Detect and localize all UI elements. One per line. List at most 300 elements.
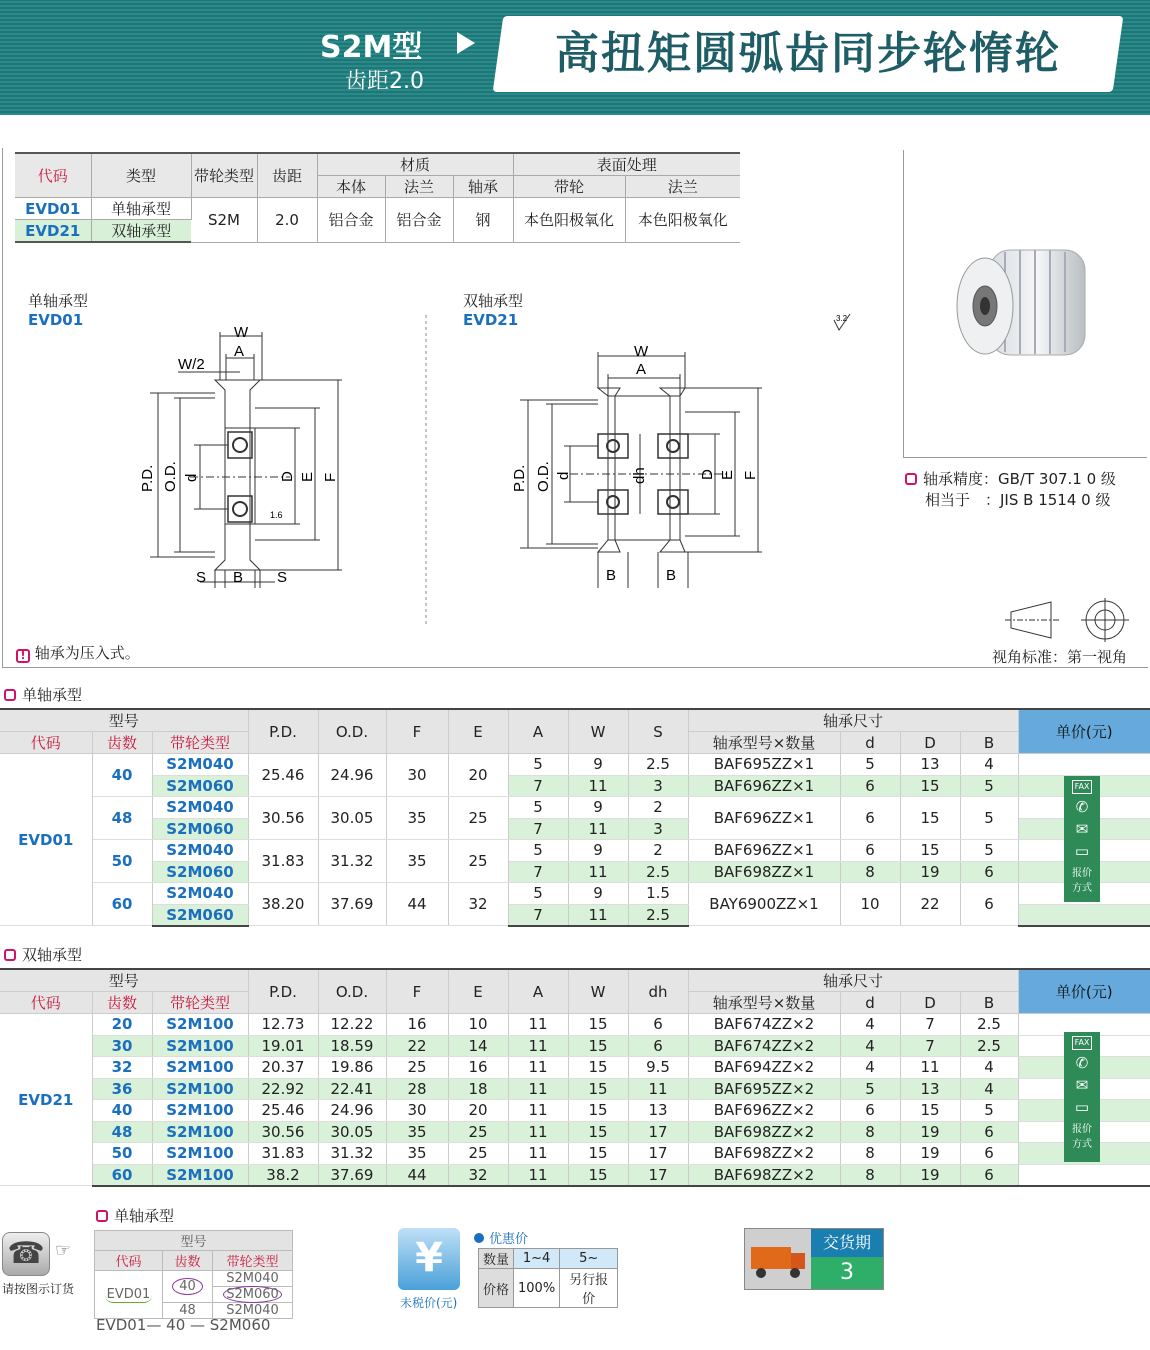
- dh-cell: 17: [628, 1121, 688, 1143]
- table-row: [0, 1014, 1150, 1036]
- teeth-cell: 48: [92, 1121, 152, 1143]
- order-example-code: EVD01— 40 — S2M060: [96, 1316, 271, 1334]
- f-cell: 35: [386, 1143, 448, 1165]
- dh-cell: 9.5: [628, 1057, 688, 1079]
- h-dh: dh: [628, 969, 688, 1014]
- od-cell: 22.41: [318, 1078, 386, 1100]
- spec-h-surface: 表面处理: [513, 153, 740, 176]
- od-cell: 37.69: [318, 1164, 386, 1186]
- single-title-text: 单轴承型: [22, 686, 83, 704]
- h-price: 单价(元): [1018, 969, 1150, 1014]
- w-cell: 11: [568, 818, 628, 840]
- press-fit-note: [16, 642, 140, 663]
- type-cell: S2M060: [152, 775, 248, 797]
- mail-icon[interactable]: ✉: [1075, 820, 1089, 838]
- table-row: [0, 1100, 1150, 1122]
- d-cell: 8: [840, 1164, 900, 1186]
- d-cell: 8: [840, 861, 900, 883]
- fax-icon[interactable]: FAX: [1072, 1036, 1093, 1050]
- b-cell: 4: [960, 1078, 1018, 1100]
- dim-s-left: S: [196, 569, 207, 586]
- pd-cell: 20.37: [248, 1057, 318, 1079]
- price-cell[interactable]: [1018, 754, 1150, 776]
- b-cell: 4: [960, 1057, 1018, 1079]
- type-cell: S2M100: [152, 1164, 248, 1186]
- dim-f-double: F: [742, 470, 759, 480]
- pd-cell: 31.83: [248, 1143, 318, 1165]
- dim-pd-double: P.D.: [511, 464, 528, 492]
- h-bigd: D: [900, 732, 960, 754]
- discount-text: 优惠价: [489, 1232, 529, 1247]
- d-cell: 11: [900, 1057, 960, 1079]
- ex-belt-2-text: S2M060: [223, 1286, 282, 1303]
- single-label: 单轴承型: [28, 292, 89, 310]
- d-cell: 13: [900, 1078, 960, 1100]
- roughness-value: 3.2: [836, 314, 848, 323]
- d-cell: 6: [840, 840, 900, 862]
- f-cell: 30: [386, 1100, 448, 1122]
- bigd-cell: 15: [900, 797, 960, 840]
- order-example-table: [94, 1230, 293, 1319]
- w-cell: 15: [568, 1143, 628, 1165]
- arrow-right-icon: [457, 32, 475, 54]
- table-row: [0, 1078, 1150, 1100]
- type-cell: S2M100: [152, 1057, 248, 1079]
- double-label: 双轴承型: [463, 292, 524, 310]
- monitor-icon[interactable]: ▭: [1074, 842, 1090, 860]
- type-cell: S2M100: [152, 1078, 248, 1100]
- dim-f-single: F: [322, 472, 339, 482]
- a-cell: 5: [508, 754, 568, 776]
- h-price: 单价(元): [1018, 709, 1150, 754]
- spec-surf-pulley: 本色阳极氧化: [513, 198, 625, 243]
- teeth-cell: 40: [92, 1100, 152, 1122]
- type-cell: S2M060: [152, 861, 248, 883]
- type-cell: S2M100: [152, 1035, 248, 1057]
- b-cell: 5: [960, 797, 1018, 840]
- table-row: [0, 1035, 1150, 1057]
- h-bigd: D: [900, 992, 960, 1014]
- s-cell: 2: [628, 840, 688, 862]
- qty-label: 数量: [479, 1249, 514, 1269]
- e-cell: 25: [448, 840, 508, 883]
- pd-cell: 12.73: [248, 1014, 318, 1036]
- spec-h-pulley: 带轮: [513, 176, 625, 198]
- e-cell: 32: [448, 883, 508, 926]
- dim-b-single: B: [233, 569, 244, 586]
- h-d: d: [840, 992, 900, 1014]
- e-cell: 10: [448, 1014, 508, 1036]
- bearing-cell: BAY6900ZZ×1: [688, 883, 840, 926]
- bearing-cell: BAF694ZZ×2: [688, 1057, 840, 1079]
- spec-h-belt: 带轮类型: [191, 153, 257, 198]
- w-cell: 15: [568, 1164, 628, 1186]
- w-cell: 15: [568, 1078, 628, 1100]
- b-cell: 2.5: [960, 1035, 1018, 1057]
- a-cell: 11: [508, 1014, 568, 1036]
- teeth-cell: 30: [92, 1035, 152, 1057]
- type-cell: S2M040: [152, 840, 248, 862]
- product-photo: [950, 240, 1100, 370]
- single-section-title: [4, 684, 82, 705]
- dh-cell: 6: [628, 1035, 688, 1057]
- qty-2: 5~: [560, 1249, 618, 1269]
- ex-teeth-48: 48: [163, 1303, 213, 1319]
- spec-h-type: 类型: [91, 153, 191, 198]
- dim-a-single: A: [234, 343, 245, 360]
- teeth-cell: 48: [92, 797, 152, 840]
- od-cell: 31.32: [318, 840, 386, 883]
- ex-code-text: EVD01: [106, 1287, 151, 1302]
- price-2: 另行报价: [560, 1269, 618, 1308]
- e-cell: 32: [448, 1164, 508, 1186]
- w-cell: 9: [568, 840, 628, 862]
- h-s: S: [628, 709, 688, 754]
- pd-cell: 38.2: [248, 1164, 318, 1186]
- bearing-cell: BAF695ZZ×1: [688, 754, 840, 776]
- h-b: B: [960, 992, 1018, 1014]
- dim-b-double-right: B: [666, 567, 677, 584]
- type-cell: S2M040: [152, 754, 248, 776]
- h-teeth: 齿数: [92, 992, 152, 1014]
- phone-icon[interactable]: ✆: [1075, 1054, 1089, 1072]
- delivery-label: 交货期: [811, 1229, 883, 1257]
- d-cell: 6: [840, 797, 900, 840]
- f-cell: 44: [386, 1164, 448, 1186]
- teeth-cell: 60: [92, 1164, 152, 1186]
- ex-teeth-40-text: 40: [172, 1278, 203, 1295]
- s-cell: 2.5: [628, 861, 688, 883]
- e-cell: 25: [448, 1143, 508, 1165]
- type-cell: S2M040: [152, 883, 248, 905]
- spec-h-material: 材质: [317, 153, 513, 176]
- d-cell: 15: [900, 1100, 960, 1122]
- dim-a-double: A: [636, 361, 647, 378]
- s-cell: 3: [628, 775, 688, 797]
- spec-code-evd01: EVD01: [15, 198, 91, 220]
- price-cell[interactable]: [1018, 1164, 1150, 1186]
- d-cell: 19: [900, 1121, 960, 1143]
- teeth-cell: 20: [92, 1014, 152, 1036]
- w-cell: 15: [568, 1035, 628, 1057]
- e-cell: 14: [448, 1035, 508, 1057]
- f-cell: 22: [386, 1035, 448, 1057]
- contact-icons-single[interactable]: [1064, 776, 1100, 902]
- ex-belt-1: S2M040: [213, 1271, 293, 1287]
- single-code-cell: EVD01: [0, 754, 92, 926]
- order-title-text: 单轴承型: [114, 1207, 175, 1225]
- bearing-cell: BAF696ZZ×1: [688, 797, 840, 840]
- dim-pd-single: P.D.: [139, 464, 156, 492]
- od-cell: 37.69: [318, 883, 386, 926]
- dim-w2: W/2: [178, 356, 205, 373]
- dim-dh: dh: [631, 467, 648, 484]
- s-cell: 2.5: [628, 904, 688, 926]
- h-e: E: [448, 969, 508, 1014]
- od-cell: 18.59: [318, 1035, 386, 1057]
- spec-pitch: 2.0: [257, 198, 317, 243]
- b-cell: 6: [960, 861, 1018, 883]
- pd-cell: 38.20: [248, 883, 318, 926]
- d-cell: 4: [840, 1014, 900, 1036]
- no-tax-label: 未税价(元): [400, 1296, 458, 1310]
- single-code: EVD01: [28, 311, 84, 329]
- double-title-text: 双轴承型: [22, 946, 83, 964]
- h-belt: 带轮类型: [152, 992, 248, 1014]
- f-cell: 25: [386, 1057, 448, 1079]
- h-model: 型号: [0, 969, 248, 992]
- bigd-cell: 13: [900, 754, 960, 776]
- a-cell: 11: [508, 1121, 568, 1143]
- w-cell: 15: [568, 1121, 628, 1143]
- h-a: A: [508, 709, 568, 754]
- warning-icon: !: [16, 649, 30, 663]
- f-cell: 30: [386, 754, 448, 797]
- table-row: [0, 1057, 1150, 1079]
- bigd-cell: 15: [900, 840, 960, 862]
- w-cell: 11: [568, 861, 628, 883]
- ex-h-teeth: 齿数: [163, 1251, 213, 1271]
- price-cell[interactable]: [1018, 904, 1150, 926]
- delivery-truck-icon: [745, 1229, 811, 1289]
- pd-cell: 30.56: [248, 797, 318, 840]
- s-cell: 1.5: [628, 883, 688, 905]
- od-cell: 30.05: [318, 797, 386, 840]
- accuracy-line-1: 轴承精度：GB/T 307.1 0 级: [923, 470, 1116, 488]
- double-table: [0, 968, 1150, 1187]
- e-cell: 20: [448, 1100, 508, 1122]
- teeth-cell: 40: [92, 754, 152, 797]
- dim-b-double-left: B: [606, 567, 617, 584]
- od-cell: 24.96: [318, 754, 386, 797]
- d-cell: 19: [900, 1143, 960, 1165]
- note-text: 轴承为压入式。: [34, 644, 140, 662]
- d-cell: 5: [840, 754, 900, 776]
- f-cell: 44: [386, 883, 448, 926]
- roughness-single: 1.6: [270, 510, 283, 520]
- s-cell: 2.5: [628, 754, 688, 776]
- dh-cell: 13: [628, 1100, 688, 1122]
- quote-label-2: 方式: [1072, 883, 1092, 894]
- ex-code: [95, 1271, 163, 1319]
- d-cell: 7: [900, 1035, 960, 1057]
- d-cell: 6: [840, 1100, 900, 1122]
- teeth-cell: 36: [92, 1078, 152, 1100]
- ex-belt-3: S2M040: [213, 1303, 293, 1319]
- mail-icon[interactable]: ✉: [1075, 1076, 1089, 1094]
- b-cell: 5: [960, 775, 1018, 797]
- s-cell: 2: [628, 797, 688, 819]
- f-cell: 35: [386, 840, 448, 883]
- a-cell: 7: [508, 775, 568, 797]
- d-cell: 4: [840, 1035, 900, 1057]
- bearing-cell: BAF674ZZ×2: [688, 1035, 840, 1057]
- teeth-cell: 60: [92, 883, 152, 926]
- pd-cell: 19.01: [248, 1035, 318, 1057]
- f-cell: 28: [386, 1078, 448, 1100]
- dim-e-single: E: [299, 471, 316, 482]
- f-cell: 35: [386, 1121, 448, 1143]
- a-cell: 7: [508, 904, 568, 926]
- a-cell: 11: [508, 1100, 568, 1122]
- accuracy-line-2: 相当于 ：JIS B 1514 0 级: [925, 491, 1111, 509]
- h-od: O.D.: [318, 709, 386, 754]
- spec-type-double: 双轴承型: [91, 220, 191, 243]
- b-cell: 6: [960, 1143, 1018, 1165]
- roughness-symbol: [832, 312, 856, 334]
- h-model: 型号: [0, 709, 248, 732]
- contact-icons-double[interactable]: [1064, 1032, 1100, 1162]
- quote-label-2: 方式: [1072, 1139, 1092, 1150]
- a-cell: 11: [508, 1143, 568, 1165]
- spec-h-flange2: 法兰: [625, 176, 740, 198]
- bearing-cell: BAF696ZZ×2: [688, 1100, 840, 1122]
- dim-d-double: d: [555, 471, 572, 480]
- spec-h-bearing: 轴承: [453, 176, 513, 198]
- dh-cell: 17: [628, 1143, 688, 1165]
- b-cell: 6: [960, 883, 1018, 926]
- order-instruction: 请按图示订货: [2, 1282, 75, 1296]
- b-cell: 2.5: [960, 1014, 1018, 1036]
- b-cell: 4: [960, 754, 1018, 776]
- double-bearing-drawing: [510, 340, 790, 590]
- series-title: S2M型: [320, 30, 423, 65]
- price-1: 100%: [514, 1269, 560, 1308]
- spec-h-pitch: 齿距: [257, 153, 317, 198]
- w-cell: 11: [568, 775, 628, 797]
- bearing-cell: BAF698ZZ×1: [688, 861, 840, 883]
- spec-mat-flange: 铝合金: [385, 198, 453, 243]
- double-code: EVD21: [463, 311, 519, 329]
- a-cell: 7: [508, 818, 568, 840]
- w-cell: 11: [568, 904, 628, 926]
- d-cell: 8: [840, 1143, 900, 1165]
- w-cell: 9: [568, 883, 628, 905]
- qty-1: 1~4: [514, 1249, 560, 1269]
- discount-title: [474, 1228, 528, 1247]
- header-banner: [0, 0, 1150, 115]
- d-cell: 10: [840, 883, 900, 926]
- e-cell: 25: [448, 1121, 508, 1143]
- type-cell: S2M100: [152, 1100, 248, 1122]
- h-code: 代码: [0, 732, 92, 754]
- d-cell: 19: [900, 1164, 960, 1186]
- ex-h-belt: 带轮类型: [213, 1251, 293, 1271]
- bearing-cell: BAF695ZZ×2: [688, 1078, 840, 1100]
- spec-type-single: 单轴承型: [91, 198, 191, 220]
- bearing-cell: BAF698ZZ×2: [688, 1143, 840, 1165]
- w-cell: 15: [568, 1057, 628, 1079]
- dh-cell: 11: [628, 1078, 688, 1100]
- dim-bigd-single: D: [279, 471, 296, 482]
- divider-line: [420, 315, 432, 625]
- table-row: [0, 1164, 1150, 1186]
- bigd-cell: 15: [900, 775, 960, 797]
- type-cell: S2M100: [152, 1014, 248, 1036]
- bearing-cell: BAF696ZZ×1: [688, 775, 840, 797]
- bearing-cell: BAF674ZZ×2: [688, 1014, 840, 1036]
- teeth-cell: 32: [92, 1057, 152, 1079]
- type-cell: S2M100: [152, 1121, 248, 1143]
- h-teeth: 齿数: [92, 732, 152, 754]
- a-cell: 7: [508, 861, 568, 883]
- spec-table: [15, 152, 740, 243]
- type-cell: S2M060: [152, 818, 248, 840]
- dim-d-single: d: [183, 473, 200, 482]
- ex-teeth-40: [163, 1271, 213, 1303]
- type-cell: S2M100: [152, 1143, 248, 1165]
- d-cell: 4: [840, 1057, 900, 1079]
- h-pd: P.D.: [248, 969, 318, 1014]
- h-f: F: [386, 969, 448, 1014]
- f-cell: 16: [386, 1014, 448, 1036]
- spec-surf-flange: 本色阳极氧化: [625, 198, 740, 243]
- dim-s-right: S: [277, 569, 288, 586]
- teeth-cell: 50: [92, 1143, 152, 1165]
- ex-h-code: 代码: [95, 1251, 163, 1271]
- h-f: F: [386, 709, 448, 754]
- dim-od-double: O.D.: [535, 461, 552, 492]
- spec-mat-bearing: 钢: [453, 198, 513, 243]
- teeth-cell: 50: [92, 840, 152, 883]
- a-cell: 11: [508, 1057, 568, 1079]
- e-cell: 18: [448, 1078, 508, 1100]
- pitch-subtitle: 齿距2.0: [345, 69, 424, 94]
- projection-symbol: [1005, 598, 1135, 644]
- w-cell: 9: [568, 754, 628, 776]
- w-cell: 9: [568, 797, 628, 819]
- single-drawing-label: [28, 290, 88, 329]
- b-cell: 5: [960, 840, 1018, 862]
- double-section-title: [4, 944, 82, 965]
- od-cell: 30.05: [318, 1121, 386, 1143]
- dim-od-single: O.D.: [162, 461, 179, 492]
- delivery-box: [744, 1228, 884, 1290]
- type-cell: S2M060: [152, 904, 248, 926]
- double-code-cell: EVD21: [0, 1014, 92, 1186]
- dim-bigd-double: D: [699, 469, 716, 480]
- a-cell: 11: [508, 1078, 568, 1100]
- type-cell: S2M040: [152, 797, 248, 819]
- d-cell: 7: [900, 1014, 960, 1036]
- fax-icon[interactable]: FAX: [1072, 780, 1093, 794]
- bigd-cell: 19: [900, 861, 960, 883]
- h-od: O.D.: [318, 969, 386, 1014]
- dh-cell: 6: [628, 1014, 688, 1036]
- d-cell: 8: [840, 1121, 900, 1143]
- h-belt: 带轮类型: [152, 732, 248, 754]
- h-d: d: [840, 732, 900, 754]
- h-bearing: 轴承尺寸: [688, 709, 1018, 732]
- w-cell: 15: [568, 1100, 628, 1122]
- dh-cell: 17: [628, 1164, 688, 1186]
- e-cell: 20: [448, 754, 508, 797]
- a-cell: 11: [508, 1164, 568, 1186]
- spec-h-body: 本体: [317, 176, 385, 198]
- quote-label-1: 报价: [1072, 868, 1092, 879]
- od-cell: 31.32: [318, 1143, 386, 1165]
- d-cell: 6: [840, 775, 900, 797]
- pd-cell: 31.83: [248, 840, 318, 883]
- spec-code-evd21: EVD21: [15, 220, 91, 243]
- bearing-cell: BAF698ZZ×2: [688, 1164, 840, 1186]
- monitor-icon[interactable]: ▭: [1074, 1098, 1090, 1116]
- s-cell: 3: [628, 818, 688, 840]
- phone-icon[interactable]: ✆: [1075, 798, 1089, 816]
- dim-w-double: W: [634, 343, 649, 360]
- bigd-cell: 22: [900, 883, 960, 926]
- pd-cell: 25.46: [248, 754, 318, 797]
